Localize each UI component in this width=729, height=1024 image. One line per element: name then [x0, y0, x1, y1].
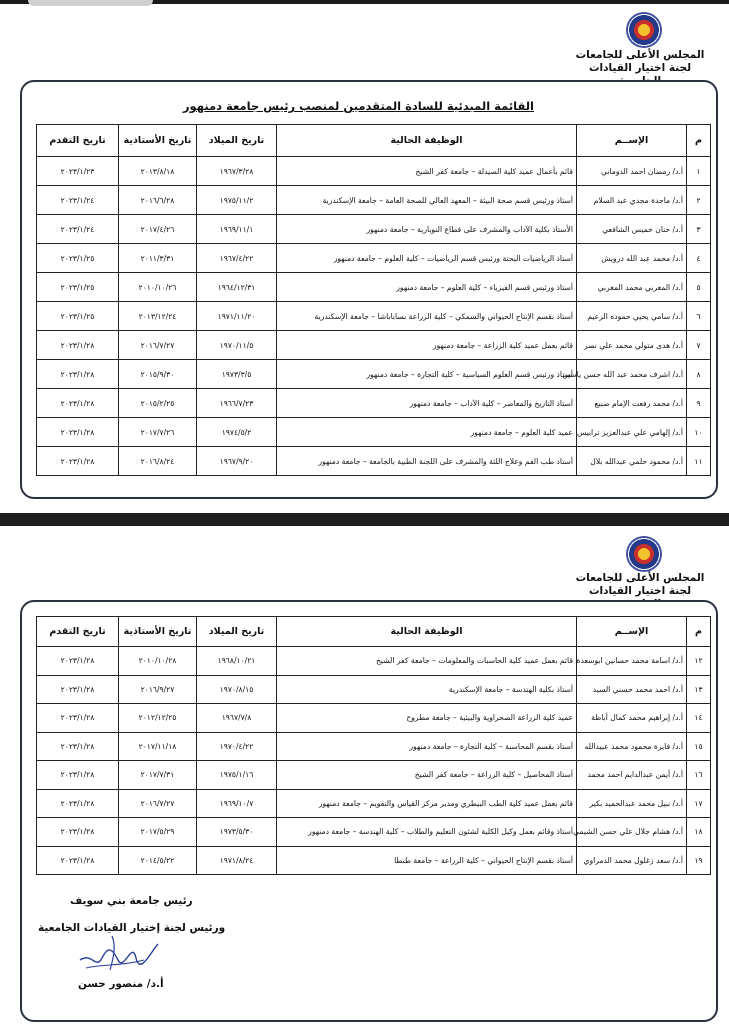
table-row	[37, 761, 711, 790]
current-position: قائم بعمل عميد كلية الحاسبات والمعلومات – جامعة كفر الشيخ	[277, 647, 577, 676]
professorship-date: ٢٠١٠/١٠/٢٨	[119, 647, 197, 676]
header-num: م	[687, 125, 711, 157]
birth-date: ١٩٦٧/٩/٢٠	[197, 447, 277, 476]
current-position: عميد كلية العلوم – جامعة دمنهور	[277, 418, 577, 447]
council-logo-icon	[626, 12, 662, 48]
candidate-name: أ.د/ محمد عبد الله درويش	[577, 244, 687, 273]
birth-date: ١٩٧٥/١/١٦	[197, 761, 277, 790]
professorship-date: ٢٠١٣/٨/١٨	[119, 157, 197, 186]
application-date: ٢٠٢٣/١/٢٨	[37, 761, 119, 790]
row-number: ١	[687, 157, 711, 186]
row-number: ١١	[687, 447, 711, 476]
application-date: ٢٠٢٣/١/٢٨	[37, 789, 119, 818]
professorship-date: ٢٠١٧/٧/٢٦	[119, 418, 197, 447]
candidate-name: أ.د/ هدى متولي محمد علي نصر	[577, 331, 687, 360]
row-number: ١٨	[687, 818, 711, 847]
application-date: ٢٠٢٣/١/٢٨	[37, 360, 119, 389]
professorship-date: ٢٠١٦/٧/٢٧	[119, 789, 197, 818]
application-date: ٢٠٢٣/١/٢٤	[37, 186, 119, 215]
application-date: ٢٠٢٣/١/٢٨	[37, 818, 119, 847]
table-row	[37, 447, 711, 476]
birth-date: ١٩٦٩/١٠/٧	[197, 789, 277, 818]
birth-date: ١٩٦٧/٣/٢٨	[197, 157, 277, 186]
current-position: أستاذ ورئيس قسم العلوم السياسية – كلية التجارة – جامعة دمنهور	[277, 360, 577, 389]
candidate-name: أ.د/ محمد رفعت الإمام ضبيع	[577, 389, 687, 418]
current-position: أستاذ بقسم الإنتاج الحيواني – كلية الزراعة – جامعة طنطا	[277, 846, 577, 875]
candidate-name: أ.د/ سامي يحيي حموده الزعيم	[577, 302, 687, 331]
committee-name: لجنة اختيار القيادات	[588, 62, 692, 74]
header-name: الإســم	[577, 125, 687, 157]
candidate-name: أ.د/ إبراهيم محمد كمال أباظة	[577, 704, 687, 733]
candidate-name: أ.د/ اشرف محمد عبد الله حسن ياسين	[577, 360, 687, 389]
candidate-name: أ.د/ إلهامي علي عبدالعزيز ترابيس	[577, 418, 687, 447]
header-job: الوظيفة الحالية	[277, 125, 577, 157]
row-number: ١٥	[687, 732, 711, 761]
row-number: ٣	[687, 215, 711, 244]
council-name: المجلس الأعلى للجامعات	[575, 49, 705, 61]
birth-date: ١٩٧٣/٣/٥	[197, 360, 277, 389]
current-position: الأستاذ بكلية الآداب والمشرف على قطاع النوبارية – جامعة دمنهور	[277, 215, 577, 244]
table-row	[37, 846, 711, 875]
professorship-date: ٢٠١٧/٧/٣١	[119, 761, 197, 790]
professorship-date: ٢٠١٧/١١/١٨	[119, 732, 197, 761]
birth-date: ١٩٧٥/١١/٢	[197, 186, 277, 215]
professorship-date: ٢٠١٥/٩/٣٠	[119, 360, 197, 389]
row-number: ١٣	[687, 675, 711, 704]
candidate-name: أ.د/ ماجدة مجدي عبد السلام	[577, 186, 687, 215]
current-position: أستاذ بقسم الإنتاج الحيواني والسمكي – كلية الزراعة بساباباشا – جامعة الإسكندرية	[277, 302, 577, 331]
professorship-date: ٢٠١٣/١٢/٢٤	[119, 302, 197, 331]
birth-date: ١٩٦٦/٧/٢٣	[197, 389, 277, 418]
candidate-name: أ.د/ هشام جلال علي حسن الشيمي	[577, 818, 687, 847]
table-row	[37, 215, 711, 244]
professorship-date: ٢٠١١/٣/٣١	[119, 244, 197, 273]
professorship-date: ٢٠١٦/٨/٢٤	[119, 447, 197, 476]
top-notch	[28, 0, 153, 6]
application-date: ٢٠٢٣/١/٢٨	[37, 732, 119, 761]
header-professorship-date: تاريخ الأستاذية	[119, 125, 197, 157]
candidate-name: أ.د/ اسامة محمد حسانين ابوسعدة	[577, 647, 687, 676]
header-num: م	[687, 617, 711, 647]
council-logo-icon	[626, 536, 662, 572]
application-date: ٢٠٢٣/١/٢٣	[37, 157, 119, 186]
professorship-date: ٢٠١٧/٤/٢٦	[119, 215, 197, 244]
birth-date: ١٩٧١/١١/٢٠	[197, 302, 277, 331]
row-number: ٢	[687, 186, 711, 215]
birth-date: ١٩٦٩/١١/١	[197, 215, 277, 244]
row-number: ١٠	[687, 418, 711, 447]
signer-title: رئيس جامعة بني سويف	[70, 895, 193, 907]
top-bar	[0, 0, 729, 4]
candidate-name: أ.د/ احمد محمد حسني السيد	[577, 675, 687, 704]
table-row	[37, 789, 711, 818]
candidate-name: أ.د/ نبيل محمد عبدالحميد بكير	[577, 789, 687, 818]
handwritten-signature	[72, 930, 162, 978]
row-number: ٨	[687, 360, 711, 389]
birth-date: ١٩٧٠/٤/٢٢	[197, 732, 277, 761]
table-row	[37, 244, 711, 273]
application-date: ٢٠٢٣/١/٢٤	[37, 215, 119, 244]
birth-date: ١٩٧٠/٨/١٥	[197, 675, 277, 704]
current-position: أستاذ المحاصيل – كلية الزراعة – جامعة كفر الشيخ	[277, 761, 577, 790]
table-row	[37, 273, 711, 302]
current-position: أستاذ التاريخ والمعاصر – كلية الآداب – جامعة دمنهور	[277, 389, 577, 418]
application-date: ٢٠٢٣/١/٢٨	[37, 447, 119, 476]
current-position: أستاذ بقسم المحاسبة – كلية التجارة – جامعة دمنهور	[277, 732, 577, 761]
application-date: ٢٠٢٣/١/٢٨	[37, 846, 119, 875]
candidate-name: أ.د/ أيمن عبدالدايم احمد محمد	[577, 761, 687, 790]
current-position: قائم بعمل عميد كلية الطب البيطري ومدير مركز القياس والتقويم – جامعة دمنهور	[277, 789, 577, 818]
council-name: المجلس الأعلى للجامعات	[575, 572, 705, 584]
table-row	[37, 360, 711, 389]
committee-name: لجنة اختيار القيادات	[588, 585, 692, 597]
row-number: ١٤	[687, 704, 711, 733]
professorship-date: ٢٠١٠/١٠/٢٦	[119, 273, 197, 302]
header-birth-date: تاريخ الميلاد	[197, 125, 277, 157]
row-number: ٥	[687, 273, 711, 302]
current-position: عميد كلية الزراعة الصحراوية والبيئية – جامعة مطروح	[277, 704, 577, 733]
header-job: الوظيفة الحالية	[277, 617, 577, 647]
current-position: أستاذ وقائم بعمل وكيل الكلية لشئون التعليم والطلاب – كلية الهندسة – جامعة دمنهور	[277, 818, 577, 847]
table-row	[37, 732, 711, 761]
row-number: ٤	[687, 244, 711, 273]
current-position: قائم بأعمال عميد كلية الصيدلة – جامعة كفر الشيخ	[277, 157, 577, 186]
page-title: القائمة المبدئية للسادة المتقدمين لمنصب رئيس جامعة دمنهور	[182, 99, 534, 113]
application-date: ٢٠٢٣/١/٢٨	[37, 389, 119, 418]
row-number: ١٩	[687, 846, 711, 875]
current-position: قائم بعمل عميد كلية الزراعة – جامعة دمنهور	[277, 331, 577, 360]
birth-date: ١٩٦٧/٧/٨	[197, 704, 277, 733]
candidates-table-1	[36, 124, 711, 476]
row-number: ١٧	[687, 789, 711, 818]
current-position: أستاذ ورئيس قسم صحة البيئة – المعهد العالي للصحة العامة – جامعة الإسكندرية	[277, 186, 577, 215]
table-row	[37, 389, 711, 418]
birth-date: ١٩٧٤/٥/٢	[197, 418, 277, 447]
application-date: ٢٠٢٣/١/٢٨	[37, 418, 119, 447]
professorship-date: ٢٠١٢/١٢/٢٥	[119, 704, 197, 733]
row-number: ٦	[687, 302, 711, 331]
page-separator	[0, 513, 729, 526]
table-row	[37, 818, 711, 847]
header-birth-date: تاريخ الميلاد	[197, 617, 277, 647]
header-application-date: تاريخ التقدم	[37, 617, 119, 647]
application-date: ٢٠٢٣/١/٢٨	[37, 704, 119, 733]
current-position: أستاذ طب الفم وعلاج اللثة والمشرف على اللجنة الطبية بالجامعة – جامعة دمنهور	[277, 447, 577, 476]
professorship-date: ٢٠١٦/٩/٢٧	[119, 675, 197, 704]
header-application-date: تاريخ التقدم	[37, 125, 119, 157]
birth-date: ١٩٧١/٨/٢٤	[197, 846, 277, 875]
application-date: ٢٠٢٣/١/٢٥	[37, 244, 119, 273]
birth-date: ١٩٧٣/٥/٣٠	[197, 818, 277, 847]
birth-date: ١٩٦٨/١٠/٢١	[197, 647, 277, 676]
current-position: أستاذ ورئيس قسم الفيزياء – كلية العلوم – جامعة دمنهور	[277, 273, 577, 302]
signer-committee: ورئيس لجنة إختيار القيادات الجامعية	[38, 922, 226, 934]
signer-name: أ.د/ منصور حسن	[78, 978, 164, 990]
table-row	[37, 302, 711, 331]
birth-date: ١٩٦٤/١٢/٣١	[197, 273, 277, 302]
table-row	[37, 418, 711, 447]
row-number: ١٢	[687, 647, 711, 676]
header-professorship-date: تاريخ الأستاذية	[119, 617, 197, 647]
application-date: ٢٠٢٣/١/٢٨	[37, 331, 119, 360]
row-number: ٧	[687, 331, 711, 360]
table-row	[37, 186, 711, 215]
candidate-name: أ.د/ حنان خميس الشافعي	[577, 215, 687, 244]
professorship-date: ٢٠١٧/٥/٢٩	[119, 818, 197, 847]
header-name: الإســم	[577, 617, 687, 647]
table-row	[37, 704, 711, 733]
candidate-name: أ.د/ سعد زغلول محمد الدمراوي	[577, 846, 687, 875]
current-position: أستاذ الرياضيات البحتة ورئيس قسم الرياضيات – كلية العلوم – جامعة دمنهور	[277, 244, 577, 273]
application-date: ٢٠٢٣/١/٢٥	[37, 302, 119, 331]
table-row	[37, 331, 711, 360]
candidate-name: أ.د/ محمود حلمي عبدالله بلال	[577, 447, 687, 476]
birth-date: ١٩٦٧/٤/٢٢	[197, 244, 277, 273]
candidates-table-2	[36, 616, 711, 875]
row-number: ٩	[687, 389, 711, 418]
candidate-name: أ.د/ فايزة محمود محمد عبيدالله	[577, 732, 687, 761]
professorship-date: ٢٠١٥/٢/٢٥	[119, 389, 197, 418]
application-date: ٢٠٢٣/١/٢٨	[37, 647, 119, 676]
birth-date: ١٩٧٠/١١/٥	[197, 331, 277, 360]
professorship-date: ٢٠١٤/٥/٢٢	[119, 846, 197, 875]
table-row	[37, 647, 711, 676]
professorship-date: ٢٠١٦/٦/٢٨	[119, 186, 197, 215]
application-date: ٢٠٢٣/١/٢٨	[37, 675, 119, 704]
current-position: أستاذ بكلية الهندسة – جامعة الإسكندرية	[277, 675, 577, 704]
candidate-name: أ.د/ المغربي محمد المغربي	[577, 273, 687, 302]
professorship-date: ٢٠١٦/٧/٢٧	[119, 331, 197, 360]
candidate-name: أ.د/ رمضان احمد الدوماني	[577, 157, 687, 186]
table-row	[37, 675, 711, 704]
row-number: ١٦	[687, 761, 711, 790]
table-row	[37, 157, 711, 186]
application-date: ٢٠٢٣/١/٢٥	[37, 273, 119, 302]
